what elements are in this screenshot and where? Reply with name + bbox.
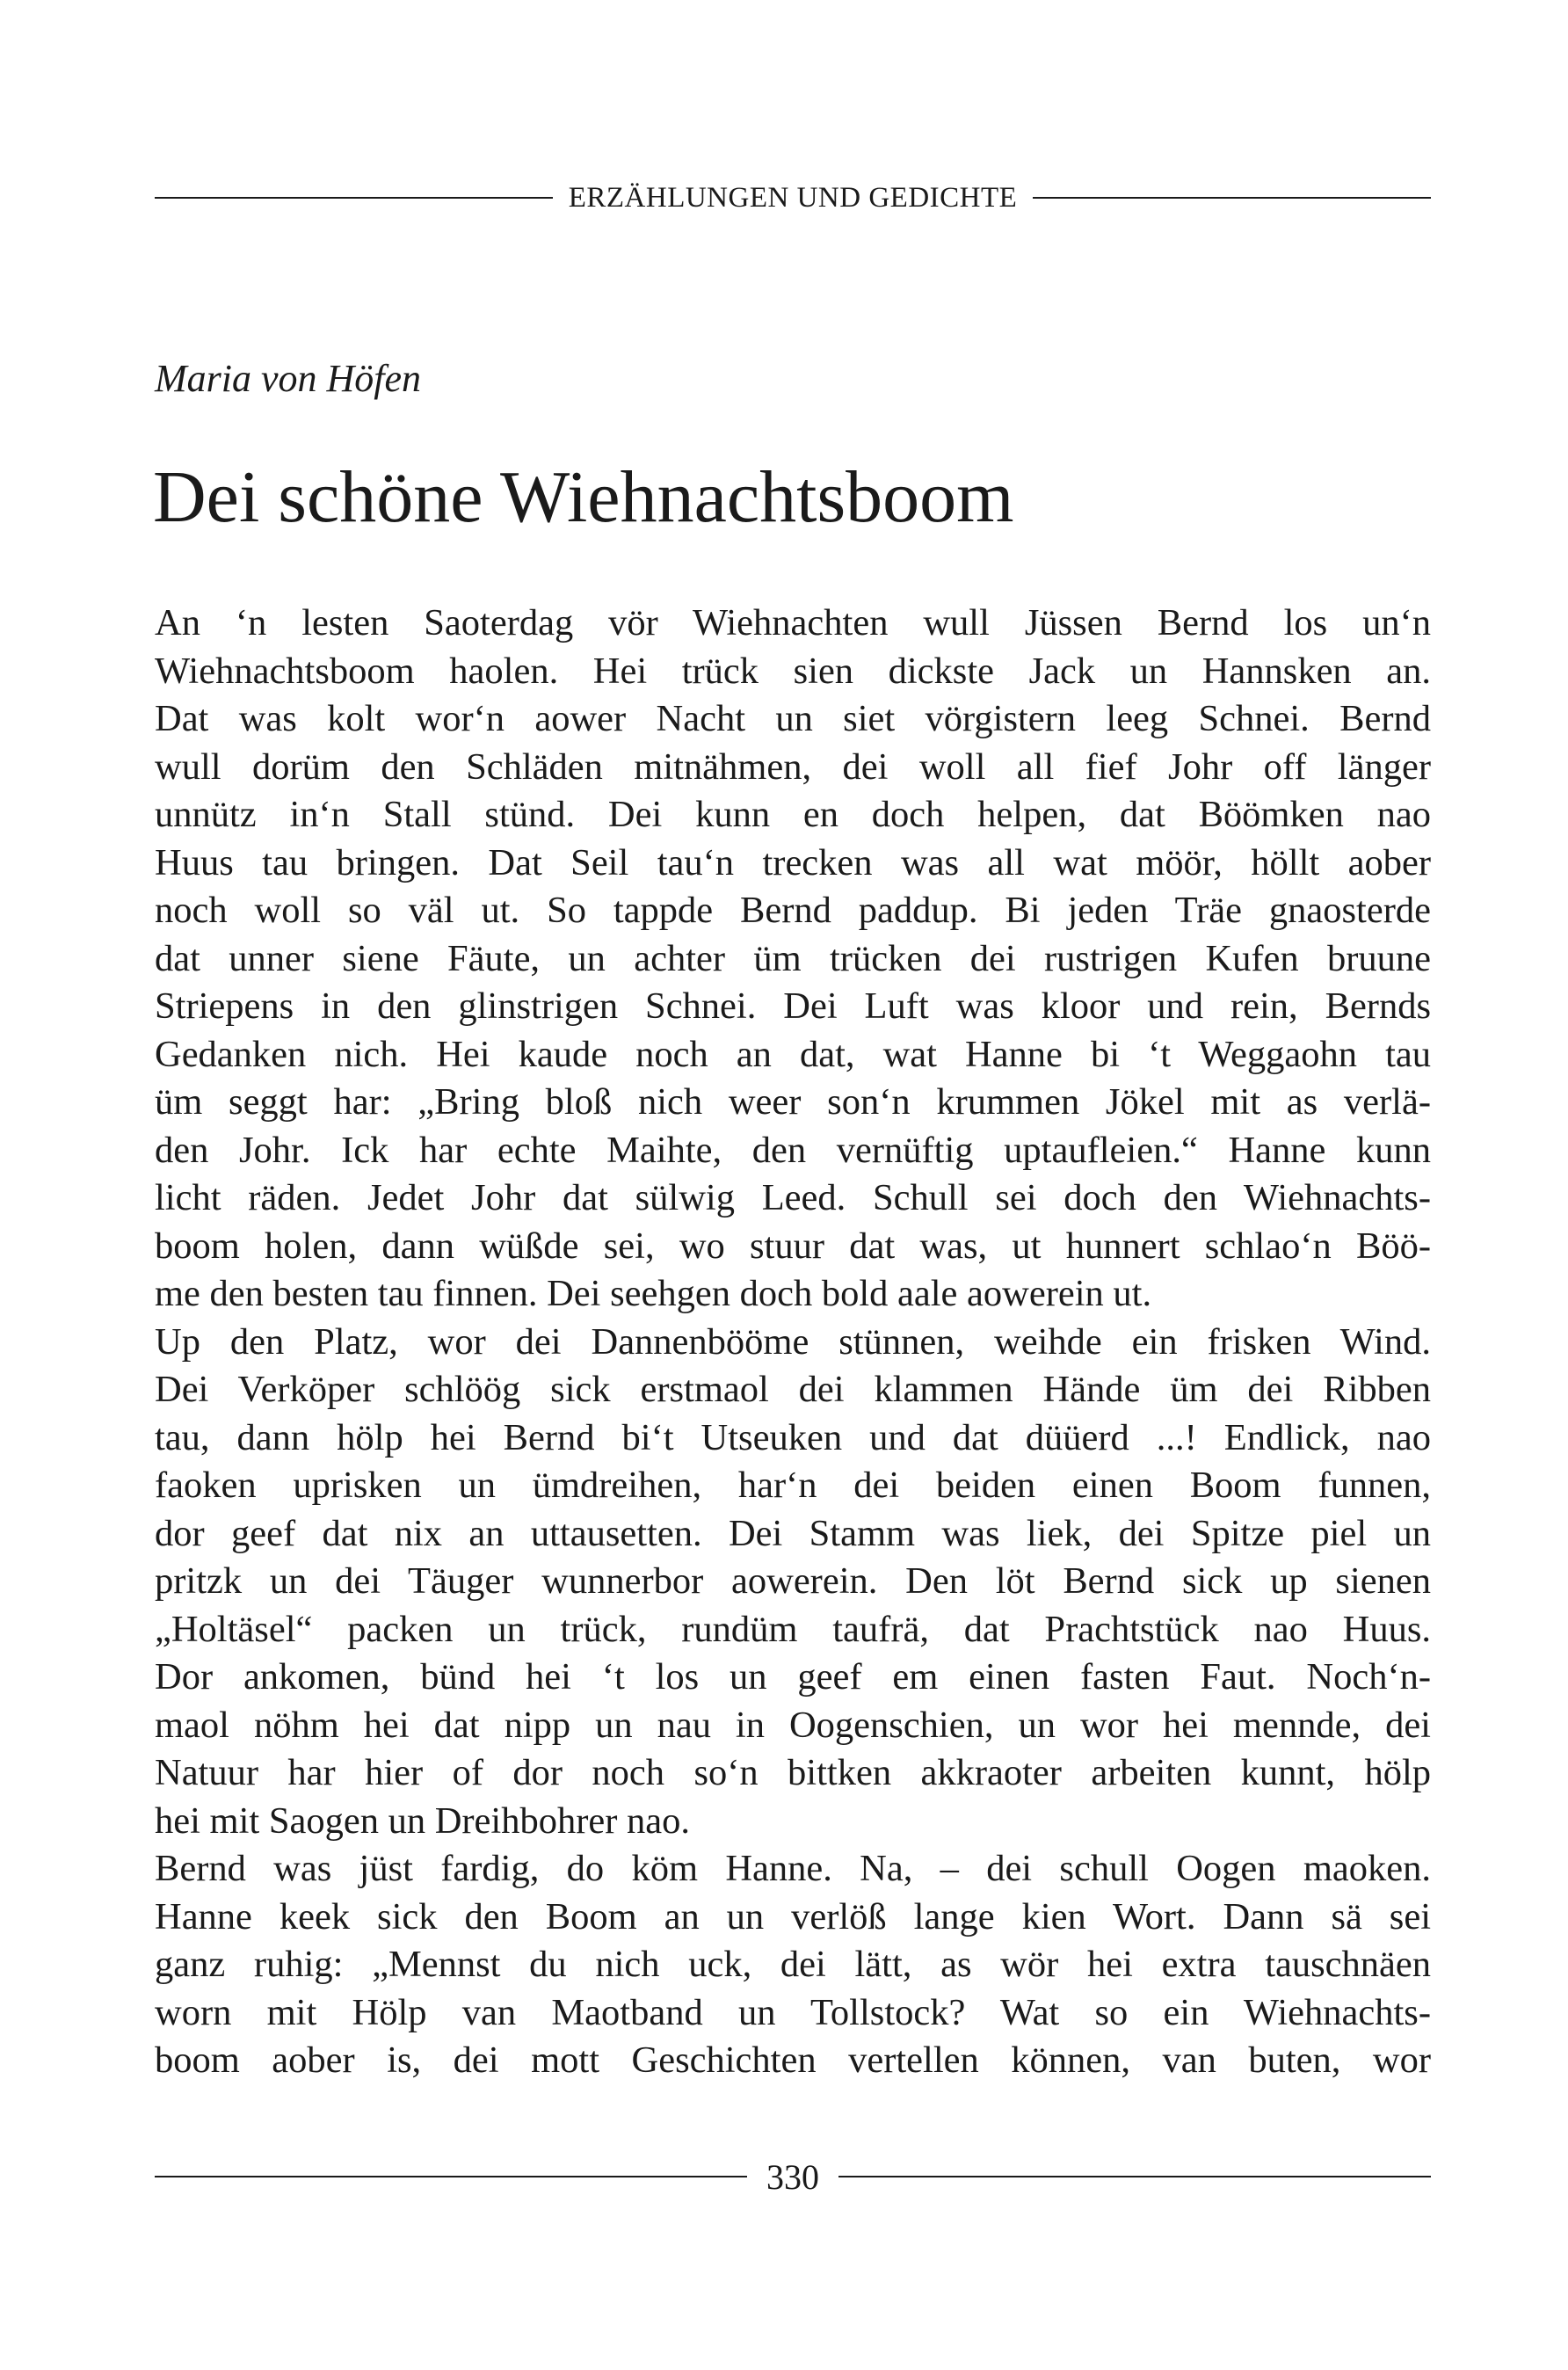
page-number: 330 <box>766 2156 819 2197</box>
body-line: Hanne keek sick den Boom an un verlöß lange kien Wort. Dann sä sei <box>155 1895 1431 1937</box>
footer-rule-right <box>838 2176 1431 2177</box>
body-line: noch woll so väl ut. So tappde Bernd paddup. Bi jeden Träe gnaosterde <box>155 890 1431 931</box>
body-line: Striepens in den glinstrigen Schnei. Dei Luft was kloor und rein, Bernds <box>155 985 1431 1027</box>
author-name: Maria von Höfen <box>155 357 422 400</box>
body-line: boom aober is, dei mott Geschichten vertellen können, van buten, wor <box>155 2039 1431 2081</box>
body-line: An ‘n lesten Saoterdag vör Wiehnachten wull Jüssen Bernd los un‘n <box>155 602 1431 643</box>
body-line: maol nöhm hei dat nipp un nau in Oogenschien, un wor hei mennde, dei <box>155 1704 1431 1746</box>
story-title: Dei schöne Wiehnachtsboom <box>153 456 1014 538</box>
running-header-title: ERZÄHLUNGEN UND GEDICHTE <box>568 181 1018 214</box>
body-line: Huus tau bringen. Dat Seil tau‘n trecken was all wat möör, höllt aober <box>155 841 1431 883</box>
body-line: dat unner siene Fäute, un achter üm trücken dei rustrigen Kufen bruune <box>155 937 1431 979</box>
footer-rule-left <box>155 2176 747 2177</box>
body-line: boom holen, dann wüßde sei, wo stuur dat was, ut hunnert schlao‘n Böö- <box>155 1225 1431 1267</box>
header-rule-left <box>155 197 553 199</box>
body-line: „Holtäsel“ packen un trück, rundüm taufrä, dat Prachtstück nao Huus. <box>155 1608 1431 1650</box>
body-line: wull dorüm den Schläden mitnähmen, dei woll all fief Johr off länger <box>155 745 1431 788</box>
body-line: Bernd was jüst fardig, do köm Hanne. Na, – dei schull Oogen maoken. <box>155 1848 1431 1889</box>
body-line: Dor ankomen, bünd hei ‘t los un geef em einen fasten Faut. Noch‘n- <box>155 1656 1431 1698</box>
body-line: dor geef dat nix an uttausetten. Dei Stamm was liek, dei Spitze piel un <box>155 1512 1431 1554</box>
body-line: üm seggt har: „Bring bloß nich weer son‘n krummen Jökel mit as verlä- <box>155 1081 1431 1123</box>
body-line: licht räden. Jedet Johr dat sülwig Leed. Schull sei doch den Wiehnachts- <box>155 1177 1431 1218</box>
body-line: Dat was kolt wor‘n aower Nacht un siet vörgistern leeg Schnei. Bernd <box>155 698 1431 739</box>
header-rule-right <box>1033 197 1431 199</box>
body-line: Natuur har hier of dor noch so‘n bittken akkraoter arbeiten kunnt, hölp <box>155 1752 1431 1793</box>
body-line: worn mit Hölp van Maotband un Tollstock? Wat so ein Wiehnachts- <box>155 1991 1431 2033</box>
body-line: unnütz in‘n Stall stünd. Dei kunn en doch helpen, dat Böömken nao <box>155 794 1431 835</box>
body-line: Dei Verköper schlöög sick erstmaol dei klammen Hände üm dei Ribben <box>155 1369 1431 1410</box>
running-header <box>155 180 1431 215</box>
body-line: pritzk un dei Täuger wunnerbor aowerein. Den löt Bernd sick up sienen <box>155 1560 1431 1602</box>
body-line: ganz ruhig: „Mennst du nich uck, dei lätt, as wör hei extra tauschnäen <box>155 1944 1431 1985</box>
body-line: Up den Platz, wor dei Dannenbööme stünnen, weihde ein frisken Wind. <box>155 1320 1431 1363</box>
body-line: den Johr. Ick har echte Maihte, den vernüftig uptaufleien.“ Hanne kunn <box>155 1129 1431 1171</box>
body-line: faoken uprisken un ümdreihen, har‘n dei beiden einen Boom funnen, <box>155 1465 1431 1506</box>
body-line: Wiehnachtsboom haolen. Hei trück sien dickste Jack un Hannsken an. <box>155 650 1431 692</box>
body-line: me den besten tau finnen. Dei seehgen doch bold aale aowerein ut. <box>155 1273 1152 1314</box>
body-line: hei mit Saogen un Dreihbohrer nao. <box>155 1799 691 1842</box>
body-line: tau, dann hölp hei Bernd bi‘t Utseuken und dat düüerd ...! Endlick, nao <box>155 1416 1431 1458</box>
page-footer <box>155 2155 1431 2199</box>
body-line: Gedanken nich. Hei kaude noch an dat, wat Hanne bi ‘t Weggaohn tau <box>155 1033 1431 1075</box>
story-body <box>155 600 1431 2085</box>
